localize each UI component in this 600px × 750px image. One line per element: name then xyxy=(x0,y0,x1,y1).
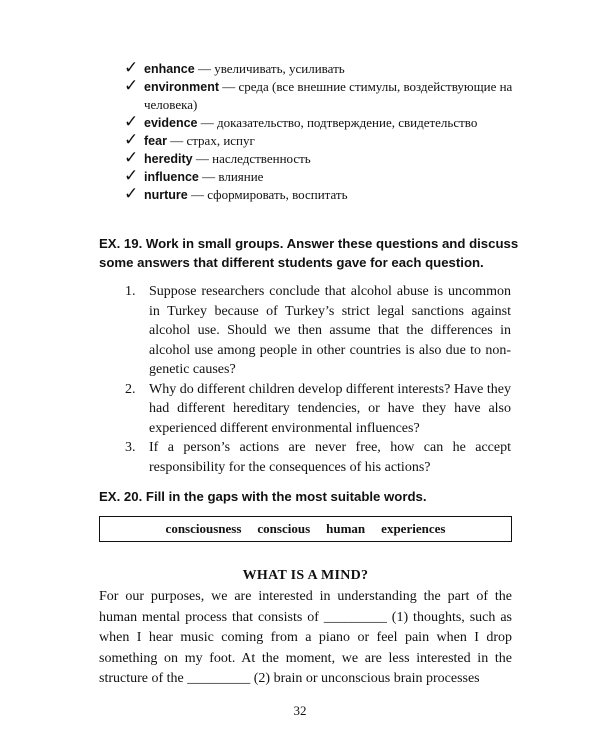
vocab-definition: — сформировать, воспитать xyxy=(187,187,348,202)
checkmark-icon: ✓ xyxy=(124,76,139,96)
checkmark-icon: ✓ xyxy=(124,166,139,186)
vocab-item xyxy=(124,60,524,78)
question-text: Suppose researchers conclude that alcohol abuse is uncommon in Turkey because of Turkey’s strict legal sanctions against alcohol use. Should we then assume that the differences in alcohol use among people in other countries is also due to non-genetic causes? xyxy=(149,284,511,377)
vocab-term: influence xyxy=(144,170,199,184)
checkmark-icon: ✓ xyxy=(124,130,139,150)
vocab-item xyxy=(124,168,524,186)
checkmark-icon: ✓ xyxy=(124,184,139,204)
question-number: 1. xyxy=(125,284,136,299)
vocab-item xyxy=(124,78,524,114)
vocab-definition: — влияние xyxy=(198,169,264,184)
vocab-term: enhance xyxy=(144,62,195,76)
page-number: 32 xyxy=(293,703,307,718)
exercise-19-heading: EX. 19. Work in small groups. Answer these questions and discuss some answers that different students gave for each question. xyxy=(99,236,519,270)
question-item xyxy=(125,438,511,477)
word-bank-item: experiences xyxy=(381,521,446,536)
vocab-term: heredity xyxy=(144,152,193,166)
word-bank-item: conscious xyxy=(257,521,311,536)
vocab-definition: — увеличивать, усиливать xyxy=(194,61,345,76)
vocab-item xyxy=(124,150,524,168)
question-number: 3. xyxy=(125,440,136,455)
vocab-term: fear xyxy=(144,134,167,148)
question-number: 2. xyxy=(125,381,136,397)
vocab-definition: — доказательство, подтверждение, свидетельство xyxy=(197,115,478,130)
vocab-definition: — среда (все внешние стимулы, воздействующие на человека) xyxy=(144,79,513,112)
exercise-20-heading: EX. 20. Fill in the gaps with the most suitable words. xyxy=(99,489,427,504)
question-text: If a person’s actions are never free, how can he accept responsibility for the consequences of his actions? xyxy=(149,440,511,475)
vocab-item xyxy=(124,114,524,132)
question-item xyxy=(125,282,511,380)
section-title: WHAT IS A MIND? xyxy=(242,568,369,583)
vocab-item xyxy=(124,186,524,204)
vocab-item xyxy=(124,132,524,150)
vocab-term: evidence xyxy=(144,116,198,130)
vocabulary-list xyxy=(124,60,524,204)
checkmark-icon: ✓ xyxy=(124,112,139,132)
vocab-term: environment xyxy=(144,80,220,94)
word-bank-item: human xyxy=(326,521,366,536)
word-bank xyxy=(99,516,512,542)
vocab-definition: — наследственность xyxy=(192,151,311,166)
gap-fill-paragraph: For our purposes, we are interested in understanding the part of the human mental process that consists of _________ (1) thoughts, such as when I hear music coming from a piano or feel pain when I drop something on my foot. At the moment, we are less interested in the structure of the _________ (2) brain or unconscious brain processes xyxy=(99,589,512,686)
question-text: Why do different children develop different interests? Have they had different hereditary tendencies, or have they have also experienced different environmental influences? xyxy=(149,381,511,436)
question-list xyxy=(125,282,511,477)
vocab-definition: — страх, испуг xyxy=(166,133,255,148)
vocab-term: nurture xyxy=(144,188,188,202)
question-item xyxy=(125,380,511,439)
checkmark-icon: ✓ xyxy=(124,58,139,78)
checkmark-icon: ✓ xyxy=(124,148,139,168)
word-bank-item: consciousness xyxy=(165,521,242,536)
